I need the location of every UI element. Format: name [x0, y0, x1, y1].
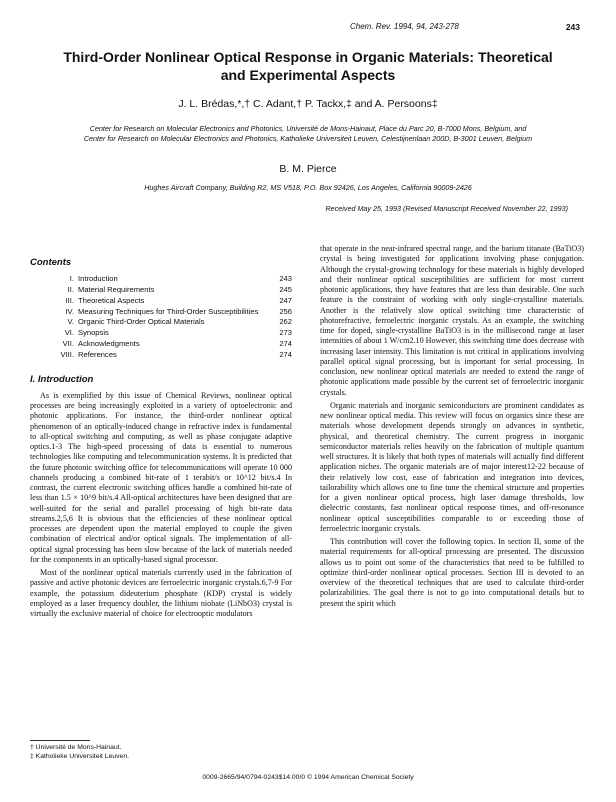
body-paragraph: This contribution will cover the following topics. In section II, some of the material requirements for all-optical processing are presented. The discussion allows us to point out some of the characteristics that need to be fulfilled to optimize third-order nonlinear optical processes. Section III is devoted to an overview of the theoretical techniques that are used to calculate third-order polarizabilities. The goal there is not to go into computational details but to present the spirit which [320, 537, 584, 608]
toc-number: III. [65, 295, 74, 305]
body-paragraph: As is exemplified by this issue of Chemical Reviews, nonlinear optical processes are being increasingly exploited in a variety of optoelectronic and photonic applications. For instance, the third-order nonlinear optical phenomenon of an optically-induced change in refractive index is fundamental to all-optical switching and computing, as well as phase conjugate adaptive optics.1-3 The high-speed processing of data is essential to numerous technologies like computing and telecommunication systems. It is predicted that the future photonic switching office for telecommunications will operate 10 000 channels producing a combined bit-rate of 1 terabit/s or 10^12 bit/s.4 In contrast, the current electronic switching offices handle a combined bit-rate of less than 1.5 × 10^9 bit/s.4 All-optical architectures have been designed that are well-suited for the serial and parallel processing of high bit-rate data streams.2,5,6 It is obvious that the efficiencies of these nonlinear optical processes are dependent upon the material employed to couple the given combination of electrical and/or optical signals. The implementation of all-optical signal processing has been slow because of the lack of materials needed for the components in an optically-based signal processor. [30, 390, 292, 564]
affiliation-line-2: Center for Research on Molecular Electronics and Photonics, Katholieke Universiteit Leuven, Celestijnenlaan 200D, B-3001 Leuven, Belgium [83, 134, 533, 143]
toc-item[interactable] [30, 339, 292, 350]
toc-number: V. [67, 317, 74, 327]
toc-number: VIII. [60, 349, 74, 359]
copyright-line: 0009-2665/94/0794-0243$14.00/0 © 1994 American Chemical Society [202, 774, 414, 781]
toc-item[interactable] [30, 274, 292, 285]
toc-number: II. [67, 285, 74, 295]
affiliation-block-2: Hughes Aircraft Company, Building R2, MS V518, P.O. Box 92426, Los Angeles, California 90009-2426 [144, 183, 472, 192]
page-number: 243 [565, 22, 580, 32]
footnotes [30, 740, 230, 761]
toc-item[interactable] [30, 296, 292, 307]
toc-number: IV. [65, 306, 74, 316]
footnote: † Université de Mons-Hainaut. [30, 744, 122, 751]
article-title [50, 48, 566, 84]
toc-title: Organic Third-Order Optical Materials [78, 317, 205, 327]
affiliation-block-1 [30, 124, 586, 144]
toc-title: Material Requirements [78, 285, 155, 295]
toc-page: 274 [279, 349, 292, 359]
table-of-contents [30, 274, 292, 360]
second-author: B. M. Pierce [279, 163, 337, 175]
contents-heading: Contents [30, 257, 72, 268]
toc-item[interactable] [30, 317, 292, 328]
received-date: Received May 25, 1993 (Revised Manuscript Received November 22, 1993) [325, 204, 568, 213]
title-line-2: and Experimental Aspects [220, 67, 396, 83]
toc-number: VI. [64, 328, 74, 338]
toc-title: Measuring Techniques for Third-Order Susceptibilities [78, 306, 259, 316]
toc-number: I. [69, 274, 74, 284]
toc-page: 262 [279, 317, 292, 327]
running-head: Chem. Rev. 1994, 94, 243-278 [350, 22, 459, 31]
toc-page: 243 [279, 274, 292, 284]
toc-item[interactable] [30, 285, 292, 296]
body-paragraph: Organic materials and inorganic semiconductors are prominent candidates as new nonlinear optical media. This review will focus on organics since these are materials whose development depends strongly on advances in synthetic, physical, and theoretical chemistry. The current progress in inorganic semiconductor materials relies heavily on the fabrication of multiple quantum well structures. It is likely that both types of materials will actually find different application niches. The organic materials are of major interest12-22 because of their relatively low cost, ease of fabrication and integration into devices, tailorability which allows one to fine tune the chemical structure and properties for a given nonlinear optical process, high laser damage thresholds, low dielectric constants, fast nonlinear optical response times, and off-resonance nonlinear optical susceptibilities comparable to or exceeding those of ferroelectric inorganic crystals. [320, 400, 584, 533]
toc-page: 245 [279, 285, 292, 295]
toc-title: Acknowledgments [78, 339, 140, 349]
toc-item[interactable] [30, 307, 292, 318]
right-column [320, 244, 584, 609]
title-line-1: Third-Order Nonlinear Optical Response in Organic Materials: Theoretical [63, 49, 553, 65]
toc-number: VII. [62, 339, 74, 349]
toc-page: 273 [279, 328, 292, 338]
body-paragraph: Most of the nonlinear optical materials currently used in the fabrication of passive and active photonic devices are ferroelectric inorganic crystals.6,7-9 For example, the potassium dideuterium phosphate (KDP) crystal is widely employed as a laser frequency doubler, the lithium niobate (LiNbO3) crystal is virtually the exclusive material of choice for electrooptic modulators [30, 568, 292, 619]
footnote-rule [30, 740, 90, 741]
toc-page: 274 [279, 339, 292, 349]
section-heading-introduction: I. Introduction [30, 373, 94, 385]
toc-item[interactable] [30, 328, 292, 339]
affiliation-line-1: Center for Research on Molecular Electronics and Photonics, Université de Mons-Hainaut, Place du Parc 20, B-7000 Mons, Belgium, and [89, 124, 527, 133]
toc-title: References [78, 349, 117, 359]
toc-page: 247 [279, 295, 292, 305]
toc-title: Theoretical Aspects [78, 295, 145, 305]
toc-item[interactable] [30, 350, 292, 361]
toc-page: 256 [279, 306, 292, 316]
toc-title: Introduction [78, 274, 118, 284]
toc-title: Synopsis [78, 328, 109, 338]
author-list: J. L. Brédas,*,† C. Adant,† P. Tackx,‡ and A. Persoons‡ [178, 98, 438, 110]
body-paragraph: that operate in the near-infrared spectral range, and the barium titanate (BaTiO3) crystal is being investigated for applications involving phase conjugation. Although the crystal-growing technology for these materials is highly developed and their nonlinear optical susceptibilities are sufficient for most current photonic applications, they have features that are less than desirable. One such feature is the constraint of working with only single-crystalline materials. Another is the relatively slow optical switching time characteristic of photorefractive, ferroelectric inorganic crystals. As an example, the switching time for doped, single-crystalline BaTiO3 is in the millisecond range at laser intensities of about 1 W/cm2.10 However, this switching time does decrease with increasing laser intensity. This limitation is not critical in applications involving parallel optical signal processing, but is important for serial processing. In conclusion, new nonlinear optical materials are needed to extend the range of photonic applications made possible by the current set of ferroelectric inorganic crystals. [320, 244, 584, 397]
left-column [30, 240, 292, 619]
footnote: ‡ Katholieke Universiteit Leuven. [30, 753, 129, 760]
